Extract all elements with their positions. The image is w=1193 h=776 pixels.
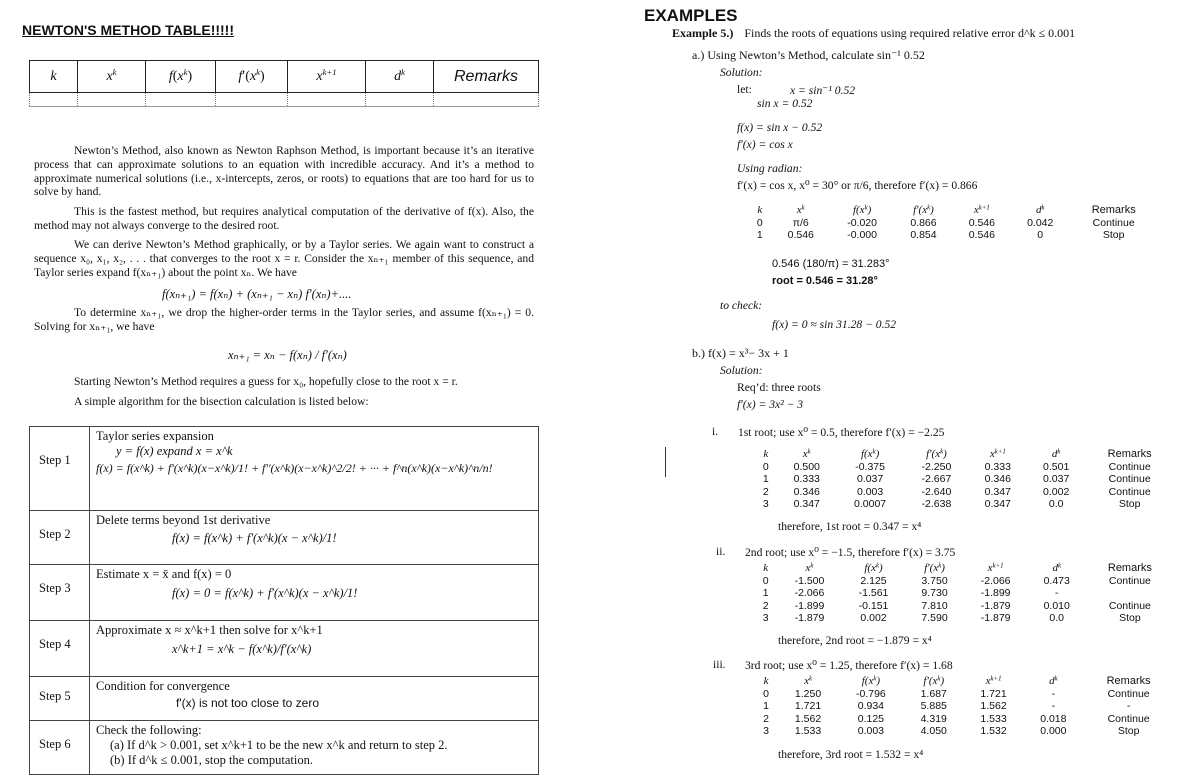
table-cell: 0.346 [793,485,820,498]
step-label: Step 6 [30,721,90,775]
step-content [90,721,539,775]
root-2-result: therefore, 2nd root = −1.879 = x⁴ [778,634,932,647]
algorithm-steps-table [29,426,539,775]
using-radian-label: Using radian: [737,162,803,175]
table-cell: 1 [762,587,769,599]
cell: 0.854 [910,229,937,241]
step-content [90,565,539,621]
root-1-table [754,448,1174,511]
table-cell: 1.533 [794,725,822,737]
table-cell: 0 [762,574,769,587]
table-cell: Stop [1117,725,1140,737]
table-cell: 0.934 [857,700,885,712]
table-cell: -2.066 [980,574,1011,587]
header-k: k [757,204,763,216]
step-equation: f'(x) is not too close to zero [176,696,320,710]
table-cell: - [1051,687,1056,700]
table-cell: 0.0 [1048,498,1064,510]
table-cell: 1 [762,473,769,485]
table-cell: 2 [763,712,769,725]
fastest-paragraph: This is the fastest method, but requires analytical computation of the derivative of f(x). Also, the method may not always converge to the desired root. [34,205,534,232]
step-content [90,427,539,511]
table-cell: - [1126,700,1131,712]
radian-line: f′(x) = cos x, x⁰ = 30° or π/6, therefore f′(x) = 0.866 [737,179,978,192]
table-cell: Remarks [1107,448,1152,460]
header-xk1: $x^{k+1}$ [973,204,990,216]
required-label: Req’d: three roots [737,381,821,394]
root-3-result: therefore, 3rd root = 1.532 = x⁴ [778,748,924,761]
cell: -0.000 [847,229,877,241]
example-description: Finds the roots of equations using required relative error d^k ≤ 0.001 [744,26,1076,40]
header-dk: $d^k$ [1035,204,1045,216]
step-content [90,621,539,677]
algorithm-paragraph: A simple algorithm for the bisection calculation is listed below: [74,395,369,408]
table-cell: 0.333 [984,460,1011,473]
newton-method-table [29,60,539,107]
table-cell: - [1054,587,1059,599]
cell: Continue [1092,216,1135,229]
table-cell: 3 [762,612,769,624]
table-cell: -2.250 [921,460,952,473]
solution-label: Solution: [720,66,763,79]
cell: 0.546 [968,229,995,241]
table-cell: 0.003 [856,485,884,498]
table-header-row [30,61,539,93]
table-cell: Stop [1118,498,1141,510]
table-cell [1086,587,1174,600]
step-equation: f(x) = f(x^k) + f'(x^k)(x−x^k)/1! + f''(x^k)(x−x^k)^2/2! + ··· + f^n(x^k)(x−x^k)^n/n! [96,461,493,475]
table-cell: $f'(x^k)$ [923,675,945,687]
step-row [30,677,539,721]
step-label: Step 3 [30,565,90,621]
header-fxk: $f(x^k)$ [852,204,872,216]
header-fpxk: $f'(x^k)$ [216,61,288,93]
table-header-row [754,562,1174,575]
table-header-row [754,448,1174,461]
table-row [754,575,1174,588]
table-cell: 0.347 [984,485,1011,498]
table-cell: Stop [1119,612,1141,624]
table-cell: 9.730 [921,587,948,599]
derive-paragraph: We can derive Newton’s Method graphically, or by a Taylor series. We again want to construct a sequence x₀, x₁, x₂, . . . that converges to the root x = r. Consider the xₙ₊₁ member of this sequence, and Taylor series expand f(xₙ₊₁) about the point xₙ. We have [34,238,534,279]
table-cell: 2.125 [860,574,887,587]
root-3-header: 3rd root; use x⁰ = 1.25, therefore f′(x) = 1.68 [745,659,953,672]
header-xk1: $x^{k+1}$ [288,61,366,93]
table-cell [30,93,78,107]
step-row [30,565,539,621]
step-row [30,427,539,511]
table-row [754,587,1174,600]
table-row [748,229,1158,242]
root-2-header: 2nd root; use x⁰ = −1.5, therefore f′(x) = 3.75 [745,546,956,559]
step-row [30,621,539,677]
table-cell: 0 [762,460,769,473]
cell: 0 [1037,229,1044,241]
header-fpxk: $f'(x^k)$ [913,204,934,216]
table-cell: $x^{k+1}$ [985,675,1002,687]
table-cell: $x^k$ [802,448,811,460]
table-row [754,600,1174,613]
step-equation: x^k+1 = x^k − f(x^k)/f'(x^k) [172,642,312,656]
table-cell [78,93,146,107]
table-cell [288,93,366,107]
step-label: Step 2 [30,511,90,565]
table-cell: 0.347 [984,498,1011,510]
table-cell: -0.151 [858,599,889,612]
table-cell: -2.640 [921,485,952,498]
table-row [754,612,1174,625]
table-header-row [748,204,1158,217]
table-cell: 7.810 [921,599,948,612]
fpx-definition: f′(x) = cos x [737,138,793,151]
let-line-1: x = sin⁻¹ 0.52 [790,84,856,97]
step-label: Step 4 [30,621,90,677]
table-cell: Continue [1108,599,1151,612]
to-check-label: to check: [720,299,763,312]
step-label: Step 1 [30,427,90,511]
table-cell: Continue [1108,473,1151,485]
table-cell: 0.347 [793,498,820,510]
table-cell: -0.796 [856,687,886,700]
table-cell [146,93,216,107]
table-cell: $x^k$ [805,562,814,574]
header-fxk: $f(x^k)$ [146,61,216,93]
table-cell: k [763,562,769,574]
table-cell: 0.002 [860,612,887,624]
table-cell: 1.562 [980,700,1007,712]
root-a-result: root = 0.546 = 31.28° [772,275,878,287]
table-row [748,217,1158,230]
cell: 1 [756,229,763,241]
table-cell: -2.066 [794,587,825,599]
cell: π/6 [792,216,809,229]
determine-paragraph: To determine xₙ₊₁, we drop the higher-order terms in the Taylor series, and assume f(xₙ₊₁) = 0. Solving for xₙ₊₁, we have [34,306,534,333]
table-row [754,725,1174,738]
table-cell: 3.750 [921,574,948,587]
table-cell: 1.721 [980,687,1007,700]
table-cell: Continue [1108,485,1151,498]
table-row [754,700,1174,713]
table-cell: 0.000 [1040,725,1067,737]
table-cell: $f'(x^k)$ [926,448,947,460]
table-cell [216,93,288,107]
table-cell: -1.899 [794,599,825,612]
step-content [90,511,539,565]
newton-formula: xₙ₊₁ = xₙ − f(xₙ) / f′(xₙ) [228,348,347,362]
table-row [754,473,1174,486]
table-cell: $d^k$ [1051,448,1061,460]
step-row [30,511,539,565]
table-cell: $x^{k+1}$ [987,562,1004,574]
table-cell: $d^k$ [1049,675,1058,687]
table-cell: 1.532 [980,725,1007,737]
step-title: Estimate x = x̄ and f(x) = 0 [96,567,232,581]
table-cell: 0.003 [857,725,885,737]
text-cursor [665,447,666,477]
table-cell: Continue [1108,460,1151,473]
cell: 0.546 [968,216,995,229]
table-cell: 0.501 [1043,460,1070,473]
fx-definition: f(x) = sin x − 0.52 [737,121,823,134]
table-cell: 3 [763,725,769,737]
table-cell: 0.346 [984,473,1011,485]
step-condition-a: (a) If d^k > 0.001, set x^k+1 to be the new x^k and return to step 2. [110,738,448,752]
let-line-2: sin x = 0.52 [757,97,813,110]
root-2-table [754,562,1174,625]
part-b-heading: b.) f(x) = x³− 3x + 1 [692,346,789,360]
root-1-header: 1st root; use x⁰ = 0.5, therefore f′(x) = −2.25 [738,426,945,439]
table-cell: -0.375 [855,460,885,473]
intro-paragraph: Newton’s Method, also known as Newton Raphson Method, is important because it’s an iterative process that can approximate solutions to an equation with incredible accuracy. And it’s a method to approximate numerical solutions (i.e., x-intercepts, zeros, or roots) to equations that are too hard for us to solve by hand. [34,144,534,199]
table-cell: k [763,675,769,687]
step-equation: f(x) = 0 = f(x^k) + f'(x^k)(x − x^k)/1! [172,586,358,600]
table-cell: $x^k$ [804,675,812,687]
header-xk: $x^k$ [78,61,146,93]
table-cell: 0.002 [1043,485,1070,498]
table-cell: -1.561 [858,587,889,599]
radian-conversion: 0.546 (180/π) = 31.283° [772,258,890,270]
step-title: Taylor series expansion [96,429,214,443]
header-remarks: Remarks [1091,204,1136,216]
table-cell: Remarks [1106,675,1151,687]
table-cell: $d^k$ [1052,562,1061,574]
table-cell: 0.500 [793,460,820,473]
starting-paragraph: Starting Newton’s Method requires a guess for x₀, hopefully close to the root x = r. [74,375,458,388]
step-content [90,677,539,721]
examples-title: EXAMPLES [644,6,738,25]
step-title: Approximate x ≈ x^k+1 then solve for x^k+1 [96,623,323,637]
example-a-table [748,204,1158,242]
table-row [754,713,1174,726]
table-cell: -1.879 [980,612,1011,624]
table-empty-row [30,93,539,107]
table-cell: Remarks [1107,562,1152,574]
table-cell: Continue [1108,574,1151,587]
table-cell: 4.319 [920,712,947,725]
table-cell: 1.533 [980,712,1007,725]
table-cell: -1.879 [794,612,825,624]
table-cell: 1.562 [794,712,822,725]
table-cell: -2.667 [921,473,952,485]
table-cell: -2.638 [921,498,952,510]
table-header-row [754,675,1174,688]
header-k: k [30,61,78,93]
table-cell: 0.037 [856,473,884,485]
table-cell: 2 [762,485,769,498]
cell: 0 [756,216,763,229]
table-cell [434,93,539,107]
table-cell: - [1051,700,1056,712]
cell: 0.042 [1027,216,1054,229]
step-title: Delete terms beyond 1st derivative [96,513,271,527]
header-remarks: Remarks [434,61,539,93]
table-cell: 5.885 [920,700,947,712]
fpx-b-definition: f′(x) = 3x² − 3 [737,398,804,411]
taylor-equation: f(xₙ₊₁) = f(xₙ) + (xₙ₊₁ − xₙ) f′(xₙ)+.... [162,287,352,301]
cell: -0.020 [847,216,877,229]
header-dk: $d^k$ [366,61,434,93]
step-title: Check the following: [96,723,202,737]
step-line: y = f(x) expand x = x^k [116,444,233,458]
solution-b-label: Solution: [720,364,763,377]
table-cell: 0.010 [1043,599,1070,612]
table-cell: 0.125 [857,712,885,725]
table-cell: k [763,448,769,460]
root-1-numeral: i. [712,425,719,438]
part-a-heading: a.) Using Newton’s Method, calculate sin⁻¹ 0.52 [692,48,925,62]
example-label: Example 5.) [672,26,734,40]
table-cell: 0.018 [1040,712,1067,725]
table-cell: 2 [762,599,769,612]
table-cell: $f'(x^k)$ [924,562,945,574]
root-3-numeral: iii. [713,658,726,671]
left-page-title: NEWTON'S METHOD TABLE!!!!! [22,22,235,38]
table-row [754,486,1174,499]
example-header [672,26,1187,41]
table-cell: 1.687 [920,687,947,700]
table-cell [366,93,434,107]
cell: Stop [1102,229,1125,241]
table-cell: 3 [762,498,769,510]
table-row [754,688,1174,701]
table-cell: -1.879 [980,599,1011,612]
table-cell: 0 [763,687,769,700]
table-cell: 1 [763,700,769,712]
root-1-result: therefore, 1st root = 0.347 = x⁴ [778,520,922,533]
table-cell: 0.0007 [854,498,887,510]
table-cell: Continue [1107,687,1150,700]
table-cell: $f(x^k)$ [861,675,881,687]
step-label: Step 5 [30,677,90,721]
table-cell: 0.0 [1049,612,1065,624]
table-cell: 4.050 [920,725,947,737]
step-title: Condition for convergence [96,679,230,693]
table-cell: -1.899 [980,587,1011,599]
table-cell: 7.590 [921,612,948,624]
root-2-numeral: ii. [716,545,726,558]
check-line: f(x) = 0 ≈ sin 31.28 − 0.52 [772,318,897,331]
table-cell: $x^{k+1}$ [989,448,1006,460]
table-cell: Continue [1107,712,1150,725]
table-cell: 1.250 [794,687,822,700]
table-cell: $f(x^k)$ [864,562,883,574]
table-cell: 0.333 [793,473,820,485]
table-cell: $f(x^k)$ [860,448,880,460]
cell: 0.866 [910,216,937,229]
table-cell: 1.721 [794,700,822,712]
cell: 0.546 [787,229,814,241]
table-row [754,498,1174,511]
header-xk: $x^k$ [796,204,805,216]
root-3-table [754,675,1174,738]
step-condition-b: (b) If d^k ≤ 0.001, stop the computation. [110,753,313,767]
let-label: let: [737,83,752,96]
table-cell: -1.500 [794,574,825,587]
table-row [754,461,1174,474]
table-cell: 0.473 [1043,574,1070,587]
step-equation: f(x) = f(x^k) + f'(x^k)(x − x^k)/1! [172,531,337,545]
step-row [30,721,539,775]
table-cell: 0.037 [1043,473,1070,485]
